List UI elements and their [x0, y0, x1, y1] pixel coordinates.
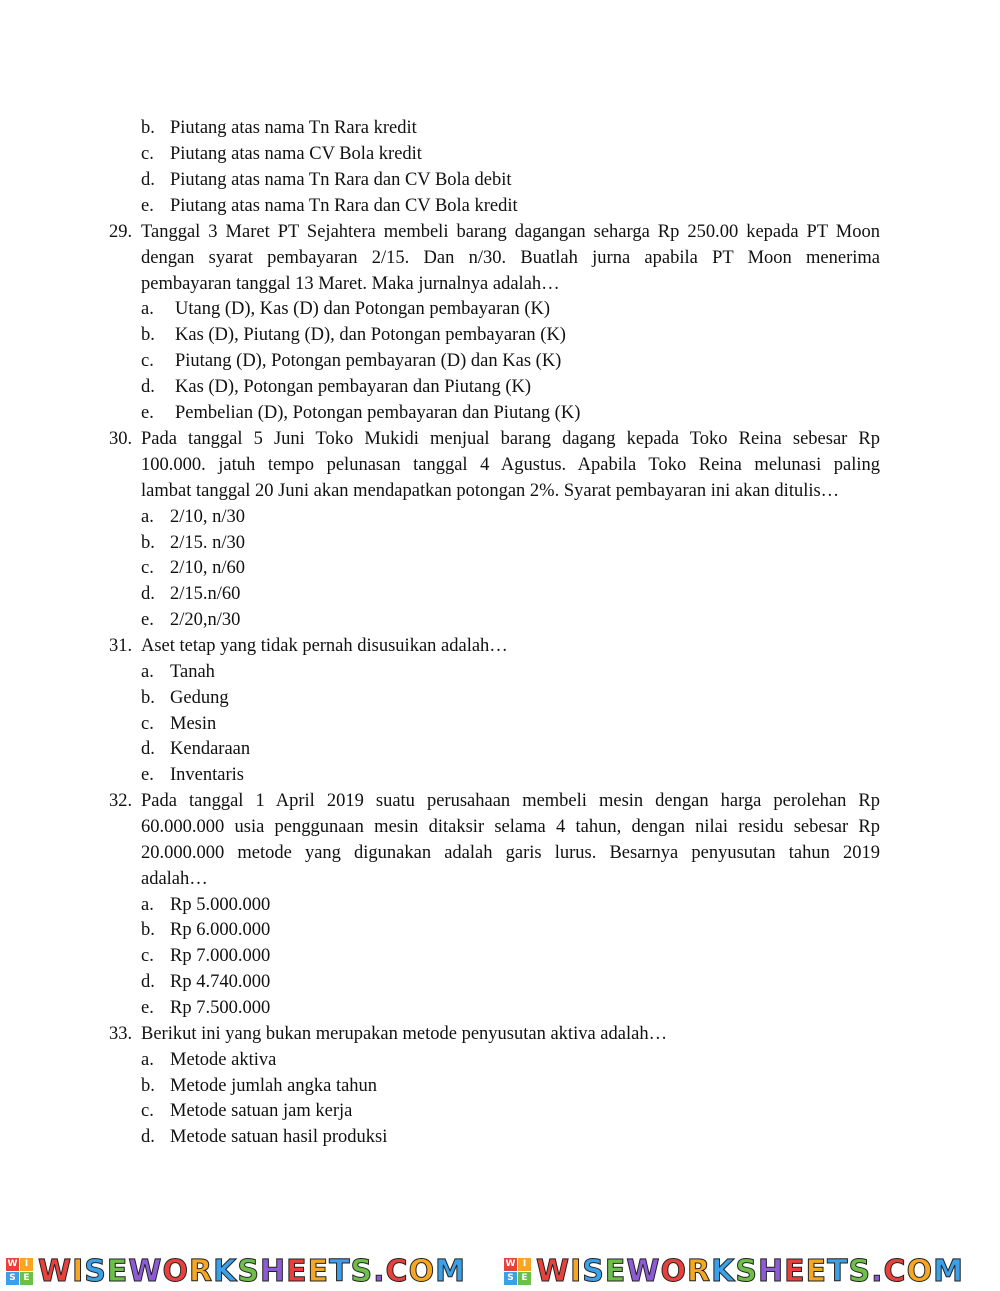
option-text: 2/15.n/60 — [170, 584, 241, 604]
brand-letter: R — [686, 1254, 712, 1289]
q33-number: 33. — [109, 1024, 133, 1044]
brand-letter: R — [188, 1254, 214, 1289]
logo-letter: S — [6, 1272, 19, 1285]
brand-letter: W — [536, 1254, 571, 1289]
q30-option-a[interactable] — [141, 504, 245, 530]
option-text: Tanah — [170, 662, 215, 682]
option-letter: c. — [141, 144, 154, 164]
option-letter: e. — [141, 403, 154, 423]
option-letter: b. — [141, 325, 155, 345]
brand-letter: C — [385, 1254, 409, 1289]
q28-option-c[interactable] — [141, 141, 422, 167]
q32-option-e[interactable] — [141, 995, 270, 1021]
q33-option-d[interactable] — [141, 1124, 387, 1150]
brand-letter: W — [38, 1254, 73, 1289]
option-text: Rp 7.000.000 — [170, 946, 271, 966]
option-text: Kas (D), Potongan pembayaran dan Piutang (K) — [175, 377, 532, 397]
option-letter: b. — [141, 118, 155, 138]
option-letter: c. — [141, 1101, 154, 1121]
brand-letter: S — [350, 1254, 374, 1289]
option-letter: e. — [141, 765, 154, 785]
logo-letter: W — [7, 1259, 18, 1269]
option-text: Rp 7.500.000 — [170, 998, 271, 1018]
option-text: Piutang atas nama Tn Rara dan CV Bola debit — [170, 170, 512, 190]
brand-letter: E — [106, 1254, 129, 1289]
q32-option-d[interactable] — [141, 969, 270, 995]
brand-letter: H — [757, 1254, 785, 1289]
q30-text-line: 100.000. jatuh tempo pelunasan tanggal 4 Agustus. Apabila Toko Reina melunasi paling — [141, 455, 880, 475]
option-text: Metode satuan hasil produksi — [170, 1127, 388, 1147]
brand-letter: O — [906, 1254, 934, 1289]
q33-option-b[interactable] — [141, 1073, 377, 1099]
option-letter: e. — [141, 196, 154, 216]
option-letter: b. — [141, 688, 155, 708]
option-text: Piutang (D), Potongan pembayaran (D) dan Kas (K) — [175, 351, 562, 371]
option-letter: a. — [141, 662, 154, 682]
brand-letter: . — [373, 1254, 386, 1289]
q33-option-c[interactable] — [141, 1098, 352, 1124]
option-text: Piutang atas nama Tn Rara kredit — [170, 118, 417, 138]
option-text: Metode jumlah angka tahun — [170, 1076, 378, 1096]
q30-option-c[interactable] — [141, 555, 245, 581]
option-text: Pembelian (D), Potongan pembayaran dan Piutang (K) — [175, 403, 581, 423]
option-text: Rp 6.000.000 — [170, 920, 271, 940]
logo-letter: I — [20, 1258, 33, 1271]
q32-text-line: adalah… — [141, 869, 208, 889]
option-letter: d. — [141, 739, 155, 759]
q29-option-d[interactable] — [141, 374, 531, 400]
q31-option-d[interactable] — [141, 736, 250, 762]
brand-letter: M — [933, 1254, 964, 1289]
q30-option-b[interactable] — [141, 530, 245, 556]
q29-option-a[interactable] — [141, 296, 550, 322]
q32-option-c[interactable] — [141, 943, 270, 969]
q29-text-line: Tanggal 3 Maret PT Sejahtera membeli barang dagangan seharga Rp 250.00 kepada PT Moon — [141, 222, 880, 242]
brand-letter: W — [626, 1254, 661, 1289]
q28-option-b[interactable] — [141, 115, 417, 141]
brand-letter: E — [784, 1254, 806, 1289]
logo-letter: I — [518, 1258, 531, 1271]
option-letter: e. — [141, 998, 154, 1018]
brand-letter: T — [827, 1254, 849, 1289]
q31-number: 31. — [109, 636, 133, 656]
logo-letter: S — [504, 1272, 517, 1285]
brand-letter: S — [84, 1254, 107, 1289]
option-text: 2/15. n/30 — [170, 533, 246, 553]
logo-letter: E — [20, 1272, 33, 1285]
brand-text — [536, 1255, 964, 1289]
q29-text-line: dengan syarat pembayaran 2/15. Dan n/30. Buatlah jurna apabila PT Moon menerima — [141, 248, 880, 268]
q33-option-a[interactable] — [141, 1047, 276, 1073]
option-text: Inventaris — [170, 765, 244, 785]
q31-text-line: Aset tetap yang tidak pernah disusuikan adalah… — [141, 636, 508, 656]
q30-text-line: lambat tanggal 20 Juni akan mendapatkan potongan 2%. Syarat pembayaran ini akan ditulis… — [141, 481, 840, 501]
option-letter: b. — [141, 920, 155, 940]
q33-text-line: Berikut ini yang bukan merupakan metode penyusutan aktiva adalah… — [141, 1024, 668, 1044]
q28-option-e[interactable] — [141, 193, 518, 219]
option-letter: d. — [141, 170, 155, 190]
brand-letter: K — [711, 1254, 736, 1289]
option-text: Rp 5.000.000 — [170, 895, 271, 915]
option-text: Utang (D), Kas (D) dan Potongan pembayaran (K) — [175, 299, 551, 319]
logo-letter: W — [505, 1259, 516, 1269]
q29-option-b[interactable] — [141, 322, 566, 348]
option-letter: a. — [141, 299, 154, 319]
brand-letter: . — [871, 1254, 884, 1289]
option-letter: c. — [141, 558, 154, 578]
brand-letter: O — [162, 1254, 189, 1289]
q29-number: 29. — [109, 222, 133, 242]
option-text: Rp 4.740.000 — [170, 972, 271, 992]
q32-option-b[interactable] — [141, 917, 270, 943]
option-letter: d. — [141, 1127, 155, 1147]
option-text: 2/10, n/30 — [170, 507, 246, 527]
option-text: Piutang atas nama CV Bola kredit — [170, 144, 422, 164]
brand-letter: K — [213, 1254, 238, 1289]
option-text: Metode aktiva — [170, 1050, 277, 1070]
q30-text-line: Pada tanggal 5 Juni Toko Mukidi menjual barang dagang kepada Toko Reina sebesar Rp — [141, 429, 880, 449]
option-text: Kas (D), Piutang (D), dan Potongan pembayaran (K) — [175, 325, 566, 345]
q30-number: 30. — [109, 429, 133, 449]
q31-option-e[interactable] — [141, 762, 244, 788]
brand-letter: W — [128, 1254, 163, 1289]
brand-letter: S — [582, 1254, 605, 1289]
q31-option-a[interactable] — [141, 659, 215, 685]
q32-number: 32. — [109, 791, 133, 811]
option-text: Mesin — [170, 714, 217, 734]
option-letter: a. — [141, 895, 154, 915]
option-text: 2/10, n/60 — [170, 558, 246, 578]
brand-letter: E — [286, 1254, 308, 1289]
brand-letter: S — [848, 1254, 872, 1289]
q28-option-d[interactable] — [141, 167, 512, 193]
q32-option-a[interactable] — [141, 892, 270, 918]
brand-letter: O — [660, 1254, 687, 1289]
brand-letter: T — [329, 1254, 351, 1289]
brand-letter: I — [72, 1254, 85, 1289]
brand-letter: E — [307, 1254, 330, 1289]
option-text: Metode satuan jam kerja — [170, 1101, 353, 1121]
option-text: Piutang atas nama Tn Rara dan CV Bola kredit — [170, 196, 518, 216]
q32-text-line: Pada tanggal 1 April 2019 suatu perusahaan membeli mesin dengan harga perolehan Rp — [141, 791, 880, 811]
logo-letter: E — [518, 1272, 531, 1285]
brand-logo-icon — [504, 1258, 532, 1286]
option-text: 2/20,n/30 — [170, 610, 241, 630]
brand-letter: C — [883, 1254, 907, 1289]
q30-option-e[interactable] — [141, 607, 240, 633]
option-letter: c. — [141, 946, 154, 966]
brand-letter: I — [570, 1254, 583, 1289]
option-text: Gedung — [170, 688, 229, 708]
option-letter: b. — [141, 1076, 155, 1096]
option-letter: d. — [141, 377, 155, 397]
option-text: Kendaraan — [170, 739, 251, 759]
option-letter: d. — [141, 972, 155, 992]
brand-letter: O — [408, 1254, 436, 1289]
option-letter: e. — [141, 610, 154, 630]
option-letter: b. — [141, 533, 155, 553]
brand-letter: S — [735, 1254, 758, 1289]
q32-text-line: 60.000.000 usia penggunaan mesin ditaksir selama 4 tahun, dengan nilai residu sebesar Rp — [141, 817, 880, 837]
brand-letter: S — [237, 1254, 260, 1289]
q32-text-line: 20.000.000 metode yang digunakan adalah garis lurus. Besarnya penyusutan tahun 2019 — [141, 843, 880, 863]
option-letter: a. — [141, 507, 154, 527]
option-letter: c. — [141, 351, 154, 371]
brand-letter: H — [259, 1254, 287, 1289]
brand-letter: E — [604, 1254, 627, 1289]
brand-text — [38, 1255, 466, 1289]
q29-option-c[interactable] — [141, 348, 561, 374]
option-letter: d. — [141, 584, 155, 604]
brand-letter: E — [805, 1254, 828, 1289]
q29-option-e[interactable] — [141, 400, 580, 426]
option-letter: c. — [141, 714, 154, 734]
q29-text-line: pembayaran tanggal 13 Maret. Maka jurnalnya adalah… — [141, 274, 560, 294]
option-letter: a. — [141, 1050, 154, 1070]
brand-logo-icon — [6, 1258, 34, 1286]
footer-watermark — [0, 1255, 1000, 1291]
brand-letter: M — [435, 1254, 466, 1289]
q31-option-c[interactable] — [141, 711, 216, 737]
q31-option-b[interactable] — [141, 685, 229, 711]
q30-option-d[interactable] — [141, 581, 240, 607]
